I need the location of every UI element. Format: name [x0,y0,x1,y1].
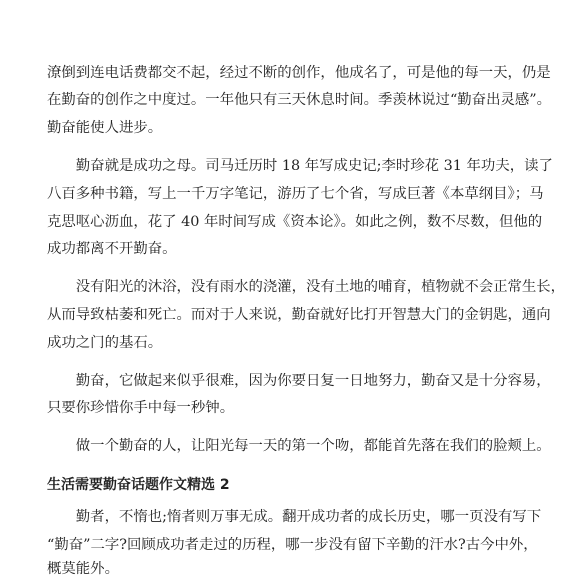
paragraph-1-line-1: 潦倒到连电话费都交不起，经过不断的创作，他成名了，可是他的每一天，仍是 [47,65,551,81]
paragraph-4-line-2: 只要你珍惜你手中每一秒钟。 [47,400,235,416]
paragraph-1-line-2: 在勤奋的创作之中度过。一年他只有三天休息时间。季羡林说过“勤奋出灵感”。 [47,92,551,108]
paragraph-2-line-3: 克思呕心沥血，花了 40 年时间写成《资本论》。如此之例，数不尽数，但他的 [47,214,543,230]
paragraph-2-line-4: 成功都离不开勤奋。 [47,241,177,257]
final-paragraph-line-3: 概莫能外。 [47,561,119,577]
paragraph-2-line-1: 勤奋就是成功之母。司马迁历时 18 年写成史记;李时珍花 31 年功夫，读了 [47,158,553,174]
paragraph-3-line-1: 没有阳光的沐浴，没有雨水的浇灌，没有土地的哺育，植物就不会正常生长， [47,279,565,295]
paragraph-3-line-2: 从而导致枯萎和死亡。而对于人来说，勤奋就好比打开智慧大门的金钥匙，通向 [47,307,551,323]
paragraph-2-line-2: 八百多种书籍，写上一千万字笔记，游历了七个省，写成巨著《本草纲目》；马 [47,186,544,202]
paragraph-3-line-3: 成功之门的基石。 [47,335,163,351]
paragraph-4-line-1: 勤奋，它做起来似乎很难，因为你要日复一日地努力，勤奋又是十分容易， [47,373,551,389]
section-heading: 生活需要勤奋话题作文精选 2 [47,477,230,493]
paragraph-5-line-1: 做一个勤奋的人，让阳光每一天的第一个吻，都能首先落在我们的脸颊上。 [47,438,551,454]
paragraph-1-line-3: 勤奋能使人进步。 [47,120,163,136]
final-paragraph-line-1: 勤者，不惰也;惰者则万事无成。翻开成功者的成长历史，哪一页没有写下 [47,509,542,525]
final-paragraph-line-2: “勤奋”二字?回顾成功者走过的历程，哪一步没有留下辛勤的汗水?古今中外， [47,537,538,553]
